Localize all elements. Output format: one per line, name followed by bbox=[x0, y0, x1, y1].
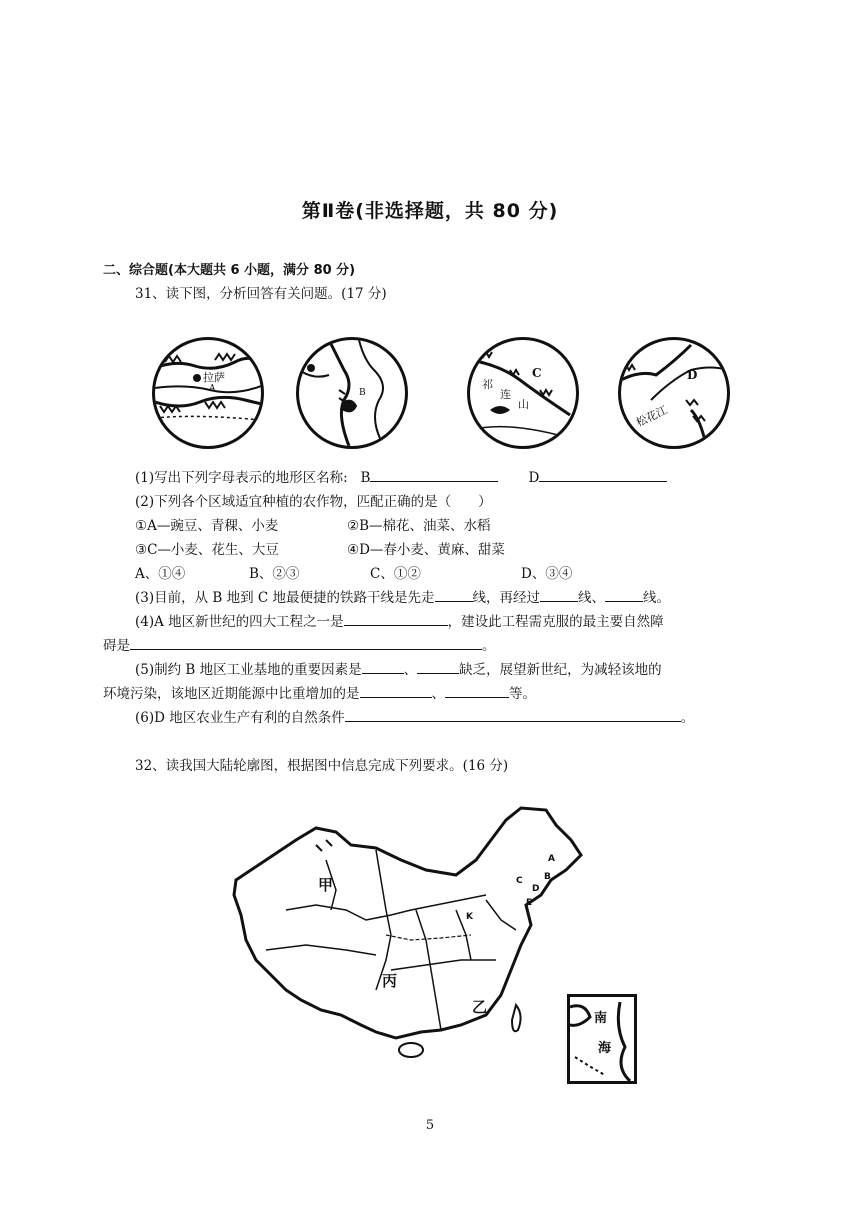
q31-sub3-part4: 线。 bbox=[643, 590, 671, 606]
answer-blank-project[interactable] bbox=[344, 613, 448, 626]
choice-d[interactable]: D、③④ bbox=[521, 566, 573, 582]
inset-label-nan: 南 bbox=[594, 1011, 608, 1026]
q31-sub5 bbox=[135, 658, 662, 678]
map-letter-d: D bbox=[687, 368, 698, 382]
q31-sub5-part6: 等。 bbox=[509, 686, 536, 702]
map-a-tibet bbox=[152, 337, 264, 449]
answer-blank-rail-3[interactable] bbox=[605, 589, 643, 602]
map-b-basin bbox=[296, 337, 408, 449]
answer-blank-conditions[interactable] bbox=[345, 709, 681, 722]
choice-a[interactable]: A、①④ bbox=[135, 566, 186, 582]
option-2: ②B—棉花、油菜、水稻 bbox=[347, 518, 491, 534]
q31-sub1-b-letter: B bbox=[360, 470, 371, 486]
map-b-drawing bbox=[299, 340, 405, 446]
q31-sub5-part5: 、 bbox=[431, 686, 445, 702]
map-a-drawing bbox=[155, 340, 261, 446]
q31-sub1 bbox=[135, 466, 667, 486]
map-point-a: A bbox=[548, 854, 555, 864]
qilian-char-3: 山 bbox=[518, 398, 529, 411]
answer-blank-energy-1[interactable] bbox=[360, 685, 432, 698]
q31-sub4-part3: 碍是 bbox=[103, 638, 130, 654]
q31-sub2: (2)下列各个区域适宜种植的农作物，匹配正确的是（ ） bbox=[135, 494, 492, 510]
answer-blank-rail-2[interactable] bbox=[540, 589, 578, 602]
answer-blank-d[interactable] bbox=[539, 469, 667, 482]
inset-label-hai: 海 bbox=[598, 1041, 612, 1056]
q31-sub5-part1: (5)制约 B 地区工业基地的重要因素是 bbox=[135, 662, 362, 678]
lhasa-label: 拉萨 bbox=[203, 371, 225, 384]
option-4: ④D—春小麦、黄麻、甜菜 bbox=[347, 542, 505, 558]
q31-sub1-text: (1)写出下列字母表示的地形区名称: bbox=[135, 470, 348, 486]
map-point-e: E bbox=[526, 898, 533, 908]
map-point-c: C bbox=[516, 876, 523, 886]
q31-sub3-part1: (3)目前，从 B 地到 C 地最便捷的铁路干线是先走 bbox=[135, 590, 435, 606]
q31-sub4-part1: (4)A 地区新世纪的四大工程之一是 bbox=[135, 614, 344, 630]
map-letter-c: C bbox=[532, 366, 542, 380]
answer-blank-energy-2[interactable] bbox=[445, 685, 509, 698]
q31-sub5-cont bbox=[103, 682, 536, 702]
section-heading: 二、综合题(本大题共 6 小题，满分 80 分) bbox=[103, 263, 356, 278]
q31-sub6-part2: 。 bbox=[680, 710, 695, 726]
option-1: ①A—豌豆、青稞、小麦 bbox=[135, 518, 279, 534]
q31-sub4-cont bbox=[103, 634, 496, 654]
map-letter-b: B bbox=[359, 388, 366, 398]
qilian-char-2: 连 bbox=[500, 388, 511, 401]
question-31-stem: 31、读下图，分析回答有关问题。(17 分) bbox=[135, 286, 387, 302]
map-c-drawing bbox=[470, 340, 576, 446]
map-point-d: D bbox=[532, 884, 540, 894]
q31-sub4 bbox=[135, 610, 664, 630]
map-label-yi: 乙 bbox=[472, 998, 488, 1016]
map-d-northeast bbox=[618, 337, 730, 449]
map-c-qilian bbox=[467, 337, 579, 449]
map-label-bing: 丙 bbox=[382, 972, 398, 990]
answer-blank-factor-2[interactable] bbox=[417, 661, 459, 674]
q31-sub1-d-letter: D bbox=[528, 470, 540, 486]
map-d-drawing bbox=[621, 340, 727, 446]
q31-sub6-part1: (6)D 地区农业生产有利的自然条件 bbox=[135, 710, 345, 726]
songhua-river-label: 松花江 bbox=[634, 403, 670, 430]
south-china-sea-inset bbox=[567, 994, 637, 1084]
q31-sub5-part4: 环境污染，该地区近期能源中比重增加的是 bbox=[103, 686, 360, 702]
page-number: 5 bbox=[425, 1118, 435, 1133]
answer-blank-obstacle[interactable] bbox=[130, 637, 482, 650]
qilian-char-1: 祁 bbox=[482, 378, 493, 391]
part-title: 第Ⅱ卷(非选择题，共 80 分) bbox=[301, 200, 559, 222]
map-label-jia: 甲 bbox=[318, 876, 334, 894]
q31-sub4-part4: 。 bbox=[482, 638, 496, 654]
option-3: ③C—小麦、花生、大豆 bbox=[135, 542, 279, 558]
map-point-b: B bbox=[544, 872, 551, 882]
choice-b[interactable]: B、②③ bbox=[249, 566, 300, 582]
answer-blank-factor-1[interactable] bbox=[362, 661, 404, 674]
answer-blank-b[interactable] bbox=[370, 469, 498, 482]
map-letter-a: A bbox=[209, 384, 216, 394]
q31-sub5-part3: 缺乏，展望新世纪，为减轻该地的 bbox=[459, 662, 662, 678]
q31-sub6 bbox=[135, 706, 694, 726]
q31-sub5-part2: 、 bbox=[403, 662, 418, 678]
map-point-k: K bbox=[466, 912, 473, 922]
question-32-stem: 32、读我国大陆轮廓图，根据图中信息完成下列要求。(16 分) bbox=[135, 758, 509, 774]
q31-sub4-part2: ，建设此工程需克服的最主要自然障 bbox=[447, 614, 664, 630]
q31-sub3-part3: 线、 bbox=[578, 590, 606, 606]
q31-sub3-part2: 线，再经过 bbox=[472, 590, 541, 606]
choice-c[interactable]: C、①② bbox=[370, 566, 421, 582]
answer-blank-rail-1[interactable] bbox=[435, 589, 473, 602]
q31-sub3 bbox=[135, 586, 670, 606]
